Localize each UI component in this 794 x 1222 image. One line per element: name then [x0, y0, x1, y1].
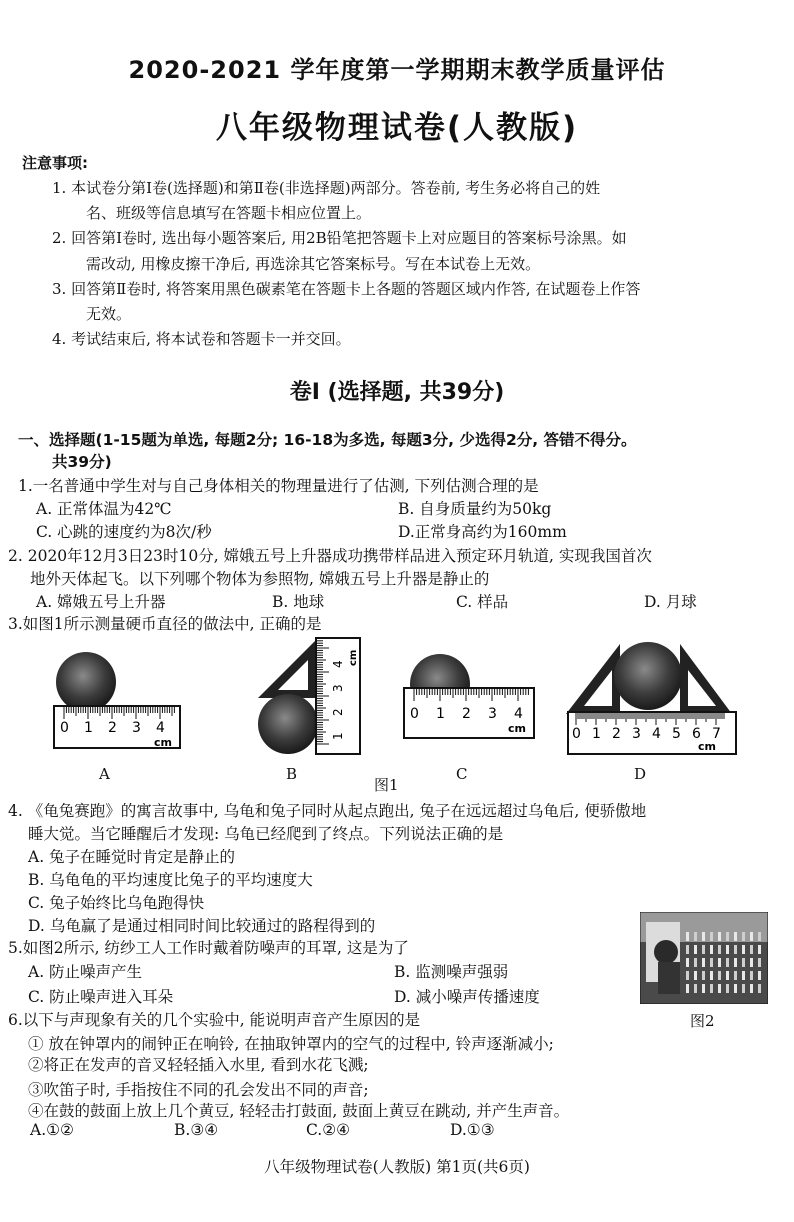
notice-line: 2. 回答第Ⅰ卷时, 选出每小题答案后, 用2B铅笔把答题卡上对应题目的答案标号涂黑。如 — [52, 229, 627, 247]
spindle — [686, 958, 689, 967]
spindle — [726, 958, 729, 967]
ruler-d-tick-label: 6 — [692, 726, 701, 742]
spindle — [742, 984, 745, 993]
notice-line: 名、班级等信息填写在答题卡相应位置上。 — [86, 204, 372, 222]
notice-line: 需改动, 用橡皮擦干净后, 再选涂其它答案标号。写在本试卷上无效。 — [86, 255, 541, 273]
question-2-option-d: D. 月球 — [644, 593, 697, 611]
question-2-option-a: A. 嫦娥五号上升器 — [36, 593, 166, 611]
ruler-b-tick-label: 2 — [331, 708, 345, 716]
figure-1-label-c: C — [456, 765, 468, 783]
spindle — [734, 971, 737, 980]
exam-title: 2020-2021 学年度第一学期期末教学质量评估 — [128, 56, 666, 84]
question-4-stem: 4. 《龟兔赛跑》的寓言故事中, 乌龟和兔子同时从起点跑出, 兔子在远远超过乌龟后, 便骄傲地 — [8, 802, 647, 820]
spindle — [734, 932, 737, 941]
option-c-setup — [404, 654, 534, 738]
ruler-d-tick-label: 3 — [632, 726, 641, 742]
section-title: 卷I (选择题, 共39分) — [289, 380, 505, 405]
ruler-d-tick-label: 7 — [712, 726, 721, 742]
question-2-option-c: C. 样品 — [456, 593, 509, 611]
figure-1-label-d: D — [634, 765, 647, 783]
figure-1-label-b: B — [286, 765, 298, 783]
spindle — [686, 945, 689, 954]
ruler-c-tick-label: 2 — [462, 706, 471, 722]
ruler-b-tick-label: 4 — [331, 660, 345, 668]
question-2-option-b: B. 地球 — [272, 593, 325, 611]
spindle — [694, 932, 697, 941]
spindle — [726, 945, 729, 954]
question-6-item: ④在鼓的鼓面上放上几个黄豆, 轻轻击打鼓面, 鼓面上黄豆在跳动, 并产生声音。 — [28, 1102, 570, 1120]
ruler-b-unit: cm — [348, 649, 359, 666]
question-6-item: ① 放在钟罩内的闹钟正在响铃, 在抽取钟罩内的空气的过程中, 铃声逐渐减小; — [28, 1035, 554, 1053]
spindle — [686, 932, 689, 941]
ruler-c-tick-label: 3 — [488, 706, 497, 722]
spindle — [694, 971, 697, 980]
question-4-option-a: A. 兔子在睡觉时肯定是静止的 — [28, 848, 236, 866]
ruler-b-tick-label: 1 — [331, 732, 345, 740]
spindle — [758, 971, 761, 980]
spindle — [702, 945, 705, 954]
question-6-item: ②将正在发声的音叉轻轻插入水里, 看到水花飞溅; — [28, 1056, 369, 1074]
ruler-a-tick-label: 2 — [108, 720, 117, 736]
spindle — [758, 932, 761, 941]
ruler-c-unit: cm — [508, 722, 526, 735]
figure-1-coin-measurement — [0, 632, 794, 792]
question-6-option-b: B.③④ — [174, 1121, 219, 1139]
spindle — [702, 971, 705, 980]
spindle — [742, 958, 745, 967]
figure-1-caption: 图1 — [374, 776, 399, 794]
spindle — [718, 984, 721, 993]
spindle — [694, 945, 697, 954]
ruler-d-tick-label: 0 — [572, 726, 581, 742]
spindle — [702, 984, 705, 993]
spindle — [734, 984, 737, 993]
worker-head — [654, 940, 678, 964]
spindle — [734, 945, 737, 954]
ruler-b-tick-label: 3 — [331, 684, 345, 692]
spindle — [742, 971, 745, 980]
spindle — [726, 971, 729, 980]
coin-a — [56, 652, 116, 712]
spindle — [758, 945, 761, 954]
notice-line: 1. 本试卷分第Ⅰ卷(选择题)和第Ⅱ卷(非选择题)两部分。答卷前, 考生务必将自己的姓 — [52, 179, 601, 197]
ruler-a-tick-label: 4 — [156, 720, 165, 736]
notice-line: 无效。 — [86, 305, 132, 323]
ruler-c-tick-label: 1 — [436, 706, 445, 722]
spindle — [758, 958, 761, 967]
exam-subtitle: 八年级物理试卷(人教版) — [215, 110, 579, 146]
ruler-d-unit: cm — [698, 740, 716, 753]
spindle — [742, 932, 745, 941]
notice-line: 3. 回答第Ⅱ卷时, 将答案用黑色碳素笔在答题卡上各题的答题区域内作答, 在试题卷上作答 — [52, 280, 641, 298]
question-1-option-d: D.正常身高约为160mm — [398, 523, 567, 541]
option-d-setup — [566, 642, 736, 754]
question-4-option-c: C. 兔子始终比乌龟跑得快 — [28, 894, 205, 912]
spindle — [710, 971, 713, 980]
question-4-stem-cont: 睡大觉。当它睡醒后才发现: 乌龟已经爬到了终点。下列说法正确的是 — [28, 825, 504, 843]
question-5-option-b: B. 监测噪声强弱 — [394, 963, 509, 981]
spindle — [718, 958, 721, 967]
question-6-item: ③吹笛子时, 手指按住不同的孔会发出不同的声音; — [28, 1081, 369, 1099]
ruler-d-tick-label: 1 — [592, 726, 601, 742]
spindle — [710, 984, 713, 993]
question-1-option-b: B. 自身质量约为50kg — [398, 500, 552, 518]
figure-2-caption: 图2 — [690, 1012, 715, 1030]
notice-line: 4. 考试结束后, 将本试卷和答题卡一并交回。 — [52, 330, 351, 348]
figure-2-photo — [640, 912, 768, 1004]
question-4-option-b: B. 乌龟龟的平均速度比兔子的平均速度大 — [28, 871, 313, 889]
ruler-c-tick-label: 0 — [410, 706, 419, 722]
spindle — [710, 932, 713, 941]
spindle — [686, 984, 689, 993]
spindle — [702, 932, 705, 941]
spindle — [726, 932, 729, 941]
spindle — [750, 971, 753, 980]
ruler-a-tick-label: 3 — [132, 720, 141, 736]
part-heading: 一、选择题(1-15题为单选, 每题2分; 16-18为多选, 每题3分, 少选得2分, 答错不得分。 — [18, 431, 637, 449]
spindle — [758, 984, 761, 993]
question-5-option-c: C. 防止噪声进入耳朵 — [28, 988, 174, 1006]
question-6-option-c: C.②④ — [306, 1121, 351, 1139]
spindle — [750, 984, 753, 993]
page-footer: 八年级物理试卷(人教版) 第1页(共6页) — [264, 1158, 530, 1176]
question-6-option-a: A.①② — [30, 1121, 74, 1139]
ruler-a-tick-label: 0 — [60, 720, 69, 736]
ruler-a-unit: cm — [154, 736, 172, 749]
spindle — [742, 945, 745, 954]
spindle — [686, 971, 689, 980]
option-b-setup — [258, 638, 360, 754]
spindle — [718, 945, 721, 954]
spindle — [710, 945, 713, 954]
spindle — [734, 958, 737, 967]
question-5-option-d: D. 减小噪声传播速度 — [394, 988, 540, 1006]
question-1-option-c: C. 心跳的速度约为8次/秒 — [36, 523, 212, 541]
question-6-option-d: D.①③ — [450, 1121, 495, 1139]
question-1-stem: 1.一名普通中学生对与自己身体相关的物理量进行了估测, 下列估测合理的是 — [18, 477, 539, 495]
ruler-c-tick-label: 4 — [514, 706, 523, 722]
spindle — [694, 984, 697, 993]
figure-1-label-a: A — [99, 765, 110, 783]
spindle — [750, 945, 753, 954]
notice-heading: 注意事项: — [22, 154, 88, 172]
spindle — [750, 932, 753, 941]
spindle — [694, 958, 697, 967]
ruler-a-tick-label: 1 — [84, 720, 93, 736]
ruler-d-tick-label: 4 — [652, 726, 661, 742]
spindle — [710, 958, 713, 967]
question-1-option-a: A. 正常体温为42℃ — [36, 500, 172, 518]
spindle — [702, 958, 705, 967]
option-a-setup — [54, 652, 180, 749]
coin-d — [614, 642, 682, 710]
question-2-stem-cont: 地外天体起飞。以下列哪个物体为参照物, 嫦娥五号上升器是静止的 — [30, 570, 490, 588]
coin-b — [258, 694, 318, 754]
ruler-d-tick-label: 2 — [612, 726, 621, 742]
spindle — [718, 932, 721, 941]
question-4-option-d: D. 乌龟赢了是通过相同时间比较通过的路程得到的 — [28, 917, 376, 935]
question-5-stem: 5.如图2所示, 纺纱工人工作时戴着防噪声的耳罩, 这是为了 — [8, 939, 409, 957]
spindle — [726, 984, 729, 993]
question-6-stem: 6.以下与声现象有关的几个实验中, 能说明声音产生原因的是 — [8, 1011, 421, 1029]
spindle — [718, 971, 721, 980]
question-3-stem: 3.如图1所示测量硬币直径的做法中, 正确的是 — [8, 615, 322, 633]
question-5-option-a: A. 防止噪声产生 — [28, 963, 143, 981]
ruler-d-tick-label: 5 — [672, 726, 681, 742]
part-heading-cont: 共39分) — [52, 453, 112, 471]
spindle — [750, 958, 753, 967]
question-2-stem: 2. 2020年12月3日23时10分, 嫦娥五号上升器成功携带样品进入预定环月轨道, 实现我国首次 — [8, 547, 652, 565]
